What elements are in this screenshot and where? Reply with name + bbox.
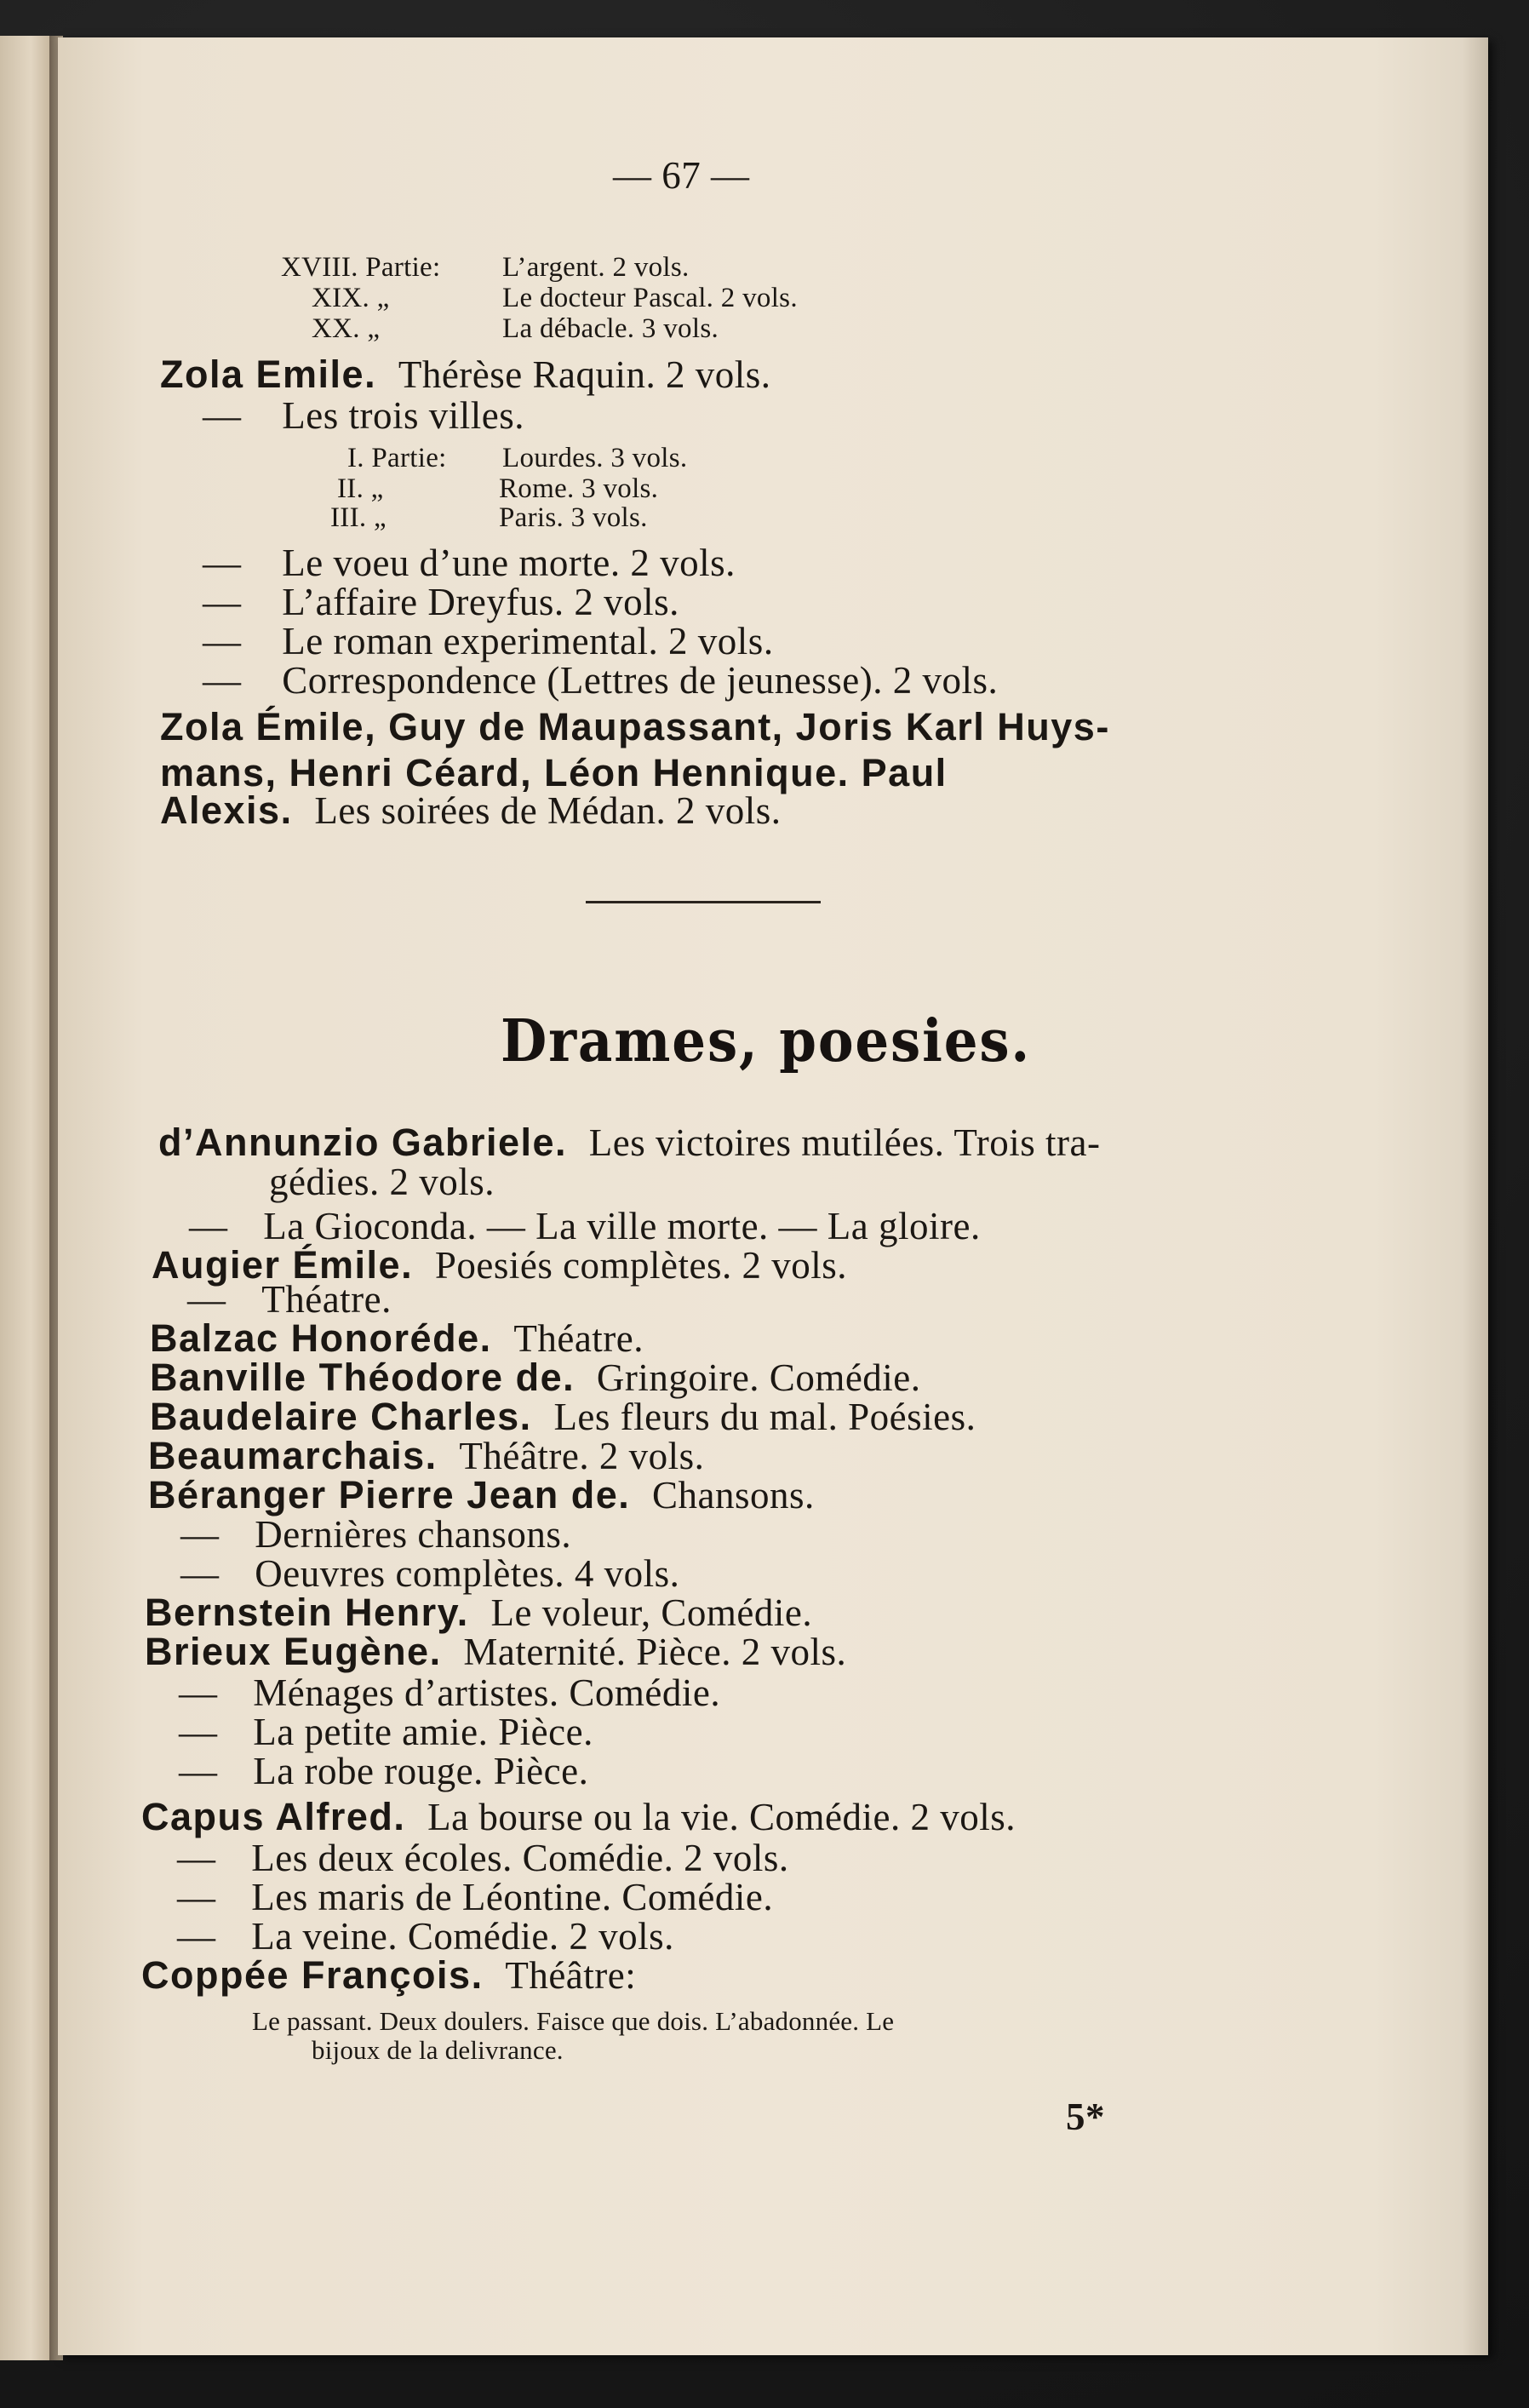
- work-title: L’affaire Dreyfus. 2 vols.: [282, 581, 679, 623]
- author-name: Baudelaire Charles.: [150, 1395, 532, 1438]
- work-title: Théâtre. 2 vols.: [459, 1435, 705, 1477]
- entry: [150, 1395, 976, 1439]
- ditto-dash: —: [179, 1750, 218, 1792]
- entry: [148, 1434, 704, 1478]
- dash-line: [203, 580, 679, 624]
- continuation-title: La débacle. 3 vols.: [502, 313, 719, 344]
- work-title: La robe rouge. Pièce.: [253, 1750, 589, 1792]
- coauthors-line: mans, Henri Céard, Léon Hennique. Paul: [160, 751, 948, 794]
- work-title: Le roman experimental. 2 vols.: [282, 620, 774, 662]
- author-name: Béranger Pierre Jean de.: [148, 1473, 631, 1516]
- work-title: Les maris de Léontine. Comédie.: [251, 1876, 774, 1918]
- entry-medan: [160, 788, 781, 833]
- ditto-dash: —: [179, 1671, 218, 1714]
- author-name: Capus Alfred.: [141, 1795, 406, 1838]
- dash-line: [180, 1551, 679, 1596]
- section-divider: [586, 901, 821, 903]
- continuation-part: XIX. „: [312, 283, 390, 313]
- signature-mark: 5*: [1066, 2096, 1105, 2138]
- work-title: Le voeu d’une morte. 2 vols.: [282, 542, 736, 584]
- work-title: Oeuvres complètes. 4 vols.: [255, 1552, 680, 1595]
- part-label: III. „: [330, 502, 387, 533]
- page-edge-shadow: [1463, 37, 1488, 2355]
- work-title: Théatre.: [513, 1317, 644, 1360]
- page-number: — 67 —: [613, 154, 750, 197]
- continuation-part: XX. „: [312, 313, 381, 344]
- ditto-dash: —: [189, 1205, 228, 1247]
- ditto-dash: —: [179, 1711, 218, 1753]
- part-title: Paris. 3 vols.: [499, 502, 648, 533]
- dash-line: [203, 619, 774, 663]
- entry: [148, 1473, 815, 1517]
- work-title: La bourse ou la vie. Comédie. 2 vols.: [427, 1796, 1016, 1838]
- author-name: Balzac Honoréde.: [150, 1316, 492, 1360]
- work-title: Théâtre:: [505, 1954, 637, 1997]
- ditto-dash: —: [203, 659, 242, 702]
- ditto-dash: —: [203, 620, 242, 662]
- part-title: Rome. 3 vols.: [499, 473, 659, 504]
- entry: [141, 1795, 1016, 1839]
- part-label: I. Partie:: [347, 443, 447, 473]
- continuation-part: XVIII. Partie:: [281, 252, 441, 283]
- section-heading: Drames, poesies.: [501, 1007, 1032, 1075]
- previous-page-edge: [0, 36, 56, 2360]
- ditto-dash: —: [180, 1513, 220, 1556]
- dash-line: [180, 1512, 571, 1557]
- work-title: Chansons.: [652, 1474, 815, 1516]
- coppee-note-line: Le passant. Deux doulers. Faisce que dois. L’abadonnée. Le: [252, 2006, 895, 2036]
- ditto-dash: —: [203, 581, 242, 623]
- work-title: La Gioconda. — La ville morte. — La gloire.: [263, 1205, 981, 1247]
- work-title: Les victoires mutilées. Trois tra-: [588, 1121, 1101, 1164]
- dash-line: [189, 1204, 981, 1248]
- dash-line: [203, 541, 736, 585]
- dash-line: [203, 658, 998, 702]
- part-label: II. „: [337, 473, 384, 504]
- work-title: Ménages d’artistes. Comédie.: [253, 1671, 721, 1714]
- ditto-dash: —: [203, 542, 242, 584]
- coppee-note-line: bijoux de la delivrance.: [312, 2035, 564, 2065]
- work-title: Gringoire. Comédie.: [596, 1356, 921, 1399]
- dash-line: [179, 1749, 588, 1793]
- dash-line: [177, 1836, 789, 1880]
- work-title: Poesiés complètes. 2 vols.: [434, 1244, 848, 1287]
- continuation-title: Le docteur Pascal. 2 vols.: [502, 283, 798, 313]
- author-name: Bernstein Henry.: [145, 1591, 469, 1634]
- ditto-dash: —: [177, 1837, 216, 1879]
- work-title: Les trois villes.: [282, 394, 524, 437]
- work-title: Dernières chansons.: [255, 1513, 572, 1556]
- entry: [141, 1953, 636, 1998]
- author-name: Beaumarchais.: [148, 1434, 438, 1477]
- continuation-title: L’argent. 2 vols.: [502, 252, 690, 283]
- entry: [150, 1356, 921, 1400]
- work-title: Théatre.: [261, 1278, 392, 1321]
- author-name: Coppée François.: [141, 1953, 484, 1997]
- dash-line: [203, 393, 524, 438]
- dash-line: [177, 1914, 674, 1958]
- work-title: Maternité. Pièce. 2 vols.: [463, 1631, 847, 1673]
- author-name: d’Annunzio Gabriele.: [158, 1121, 568, 1164]
- work-title: Les soirées de Médan. 2 vols.: [314, 789, 782, 832]
- author-name: Alexis.: [160, 788, 293, 832]
- work-title: La veine. Comédie. 2 vols.: [251, 1915, 674, 1958]
- work-title: La petite amie. Pièce.: [253, 1711, 593, 1753]
- author-name: Augier Émile.: [152, 1243, 414, 1287]
- dash-line: [187, 1277, 392, 1322]
- dash-line: [179, 1671, 720, 1715]
- author-name: Zola Emile.: [160, 353, 377, 396]
- entry: [158, 1121, 1100, 1165]
- part-title: Lourdes. 3 vols.: [502, 443, 688, 473]
- entry: [150, 1316, 644, 1361]
- ditto-dash: —: [180, 1552, 220, 1595]
- work-title: Les deux écoles. Comédie. 2 vols.: [251, 1837, 789, 1879]
- ditto-dash: —: [177, 1876, 216, 1918]
- entry-continuation: gédies. 2 vols.: [269, 1161, 495, 1203]
- ditto-dash: —: [177, 1915, 216, 1958]
- coauthors-line: Zola Émile, Guy de Maupassant, Joris Karl Huys-: [160, 705, 1110, 748]
- work-title: Le voleur, Comédie.: [490, 1591, 813, 1634]
- author-name: Brieux Eugène.: [145, 1630, 442, 1673]
- author-name: Banville Théodore de.: [150, 1356, 576, 1399]
- work-title: Les fleurs du mal. Poésies.: [553, 1396, 976, 1438]
- entry: [145, 1630, 846, 1674]
- ditto-dash: —: [187, 1278, 226, 1321]
- ditto-dash: —: [203, 394, 242, 437]
- dash-line: [177, 1875, 773, 1919]
- entry: [145, 1591, 812, 1635]
- work-title: Thérèse Raquin. 2 vols.: [398, 353, 771, 396]
- dash-line: [179, 1710, 593, 1754]
- entry-zola: [160, 353, 771, 397]
- work-title: Correspondence (Lettres de jeunesse). 2 vols.: [282, 659, 999, 702]
